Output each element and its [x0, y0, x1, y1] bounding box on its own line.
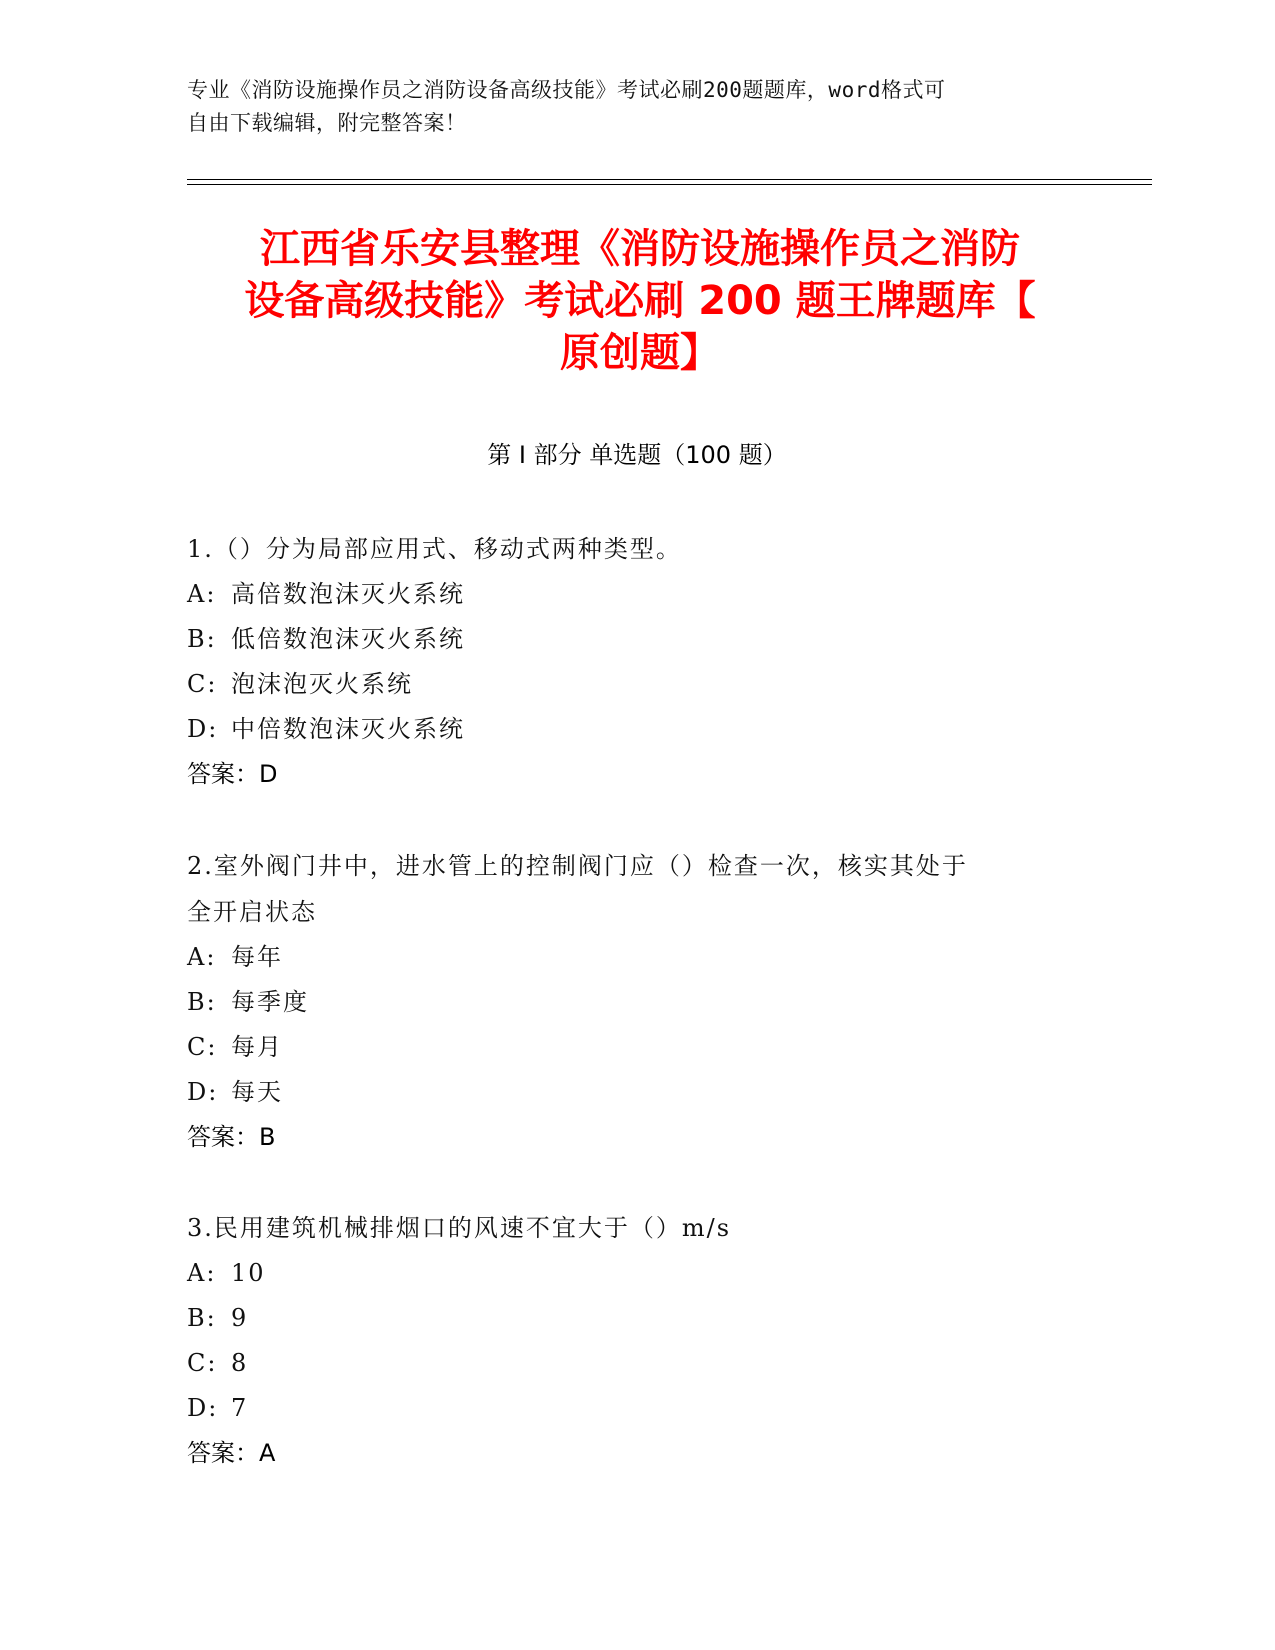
header-divider-top	[187, 179, 1152, 180]
option-key: C:	[187, 1033, 218, 1061]
option-d	[187, 707, 1087, 752]
option-d	[187, 1386, 1087, 1431]
option-key: B:	[187, 1304, 217, 1332]
option-a	[187, 1251, 1087, 1296]
option-text: 8	[231, 1349, 249, 1377]
option-text: 高倍数泡沫灭火系统	[231, 580, 465, 608]
question-text: 全开启状态	[187, 898, 317, 926]
document-title-line: 原创题】	[560, 330, 720, 376]
option-d	[187, 1070, 1087, 1115]
option-c	[187, 662, 1087, 707]
option-text: 10	[231, 1259, 266, 1287]
answer: 答案：B	[187, 1123, 276, 1151]
header-note	[187, 74, 1077, 140]
header-note-line: 自由下载编辑，附完整答案！	[187, 111, 467, 135]
header-note-line: 专业《消防设施操作员之消防设备高级技能》考试必刷200题题库，word格式可	[187, 78, 946, 102]
document-title	[190, 223, 1090, 379]
question-text: 3.民用建筑机械排烟口的风速不宜大于（）m/s	[187, 1214, 732, 1242]
option-key: A:	[187, 580, 217, 608]
document-title-line: 设备高级技能》考试必刷 200 题王牌题库【	[244, 278, 1036, 324]
option-key: B:	[187, 988, 217, 1016]
question-2	[187, 843, 1087, 1160]
option-c	[187, 1025, 1087, 1070]
option-key: A:	[187, 943, 217, 971]
option-text: 9	[231, 1304, 249, 1332]
option-b	[187, 1296, 1087, 1341]
option-text: 每天	[231, 1078, 283, 1106]
option-text: 每年	[231, 943, 283, 971]
option-b	[187, 980, 1087, 1025]
option-key: C:	[187, 1349, 218, 1377]
answer: 答案：D	[187, 760, 278, 788]
option-a	[187, 572, 1087, 617]
option-text: 每季度	[231, 988, 309, 1016]
option-key: D:	[187, 1394, 219, 1422]
section-title: 第 I 部分 单选题（100 题）	[487, 441, 787, 469]
answer: 答案：A	[187, 1439, 276, 1467]
question-1	[187, 526, 1087, 797]
question-3	[187, 1205, 1087, 1476]
option-key: D:	[187, 715, 219, 743]
option-key: B:	[187, 625, 217, 653]
option-c	[187, 1341, 1087, 1386]
header-divider-bottom	[187, 184, 1152, 185]
option-text: 7	[231, 1394, 249, 1422]
option-key: D:	[187, 1078, 219, 1106]
question-text: 2.室外阀门井中，进水管上的控制阀门应（）检查一次，核实其处于	[187, 852, 968, 880]
option-text: 中倍数泡沫灭火系统	[231, 715, 465, 743]
option-key: C:	[187, 670, 218, 698]
document-title-line: 江西省乐安县整理《消防设施操作员之消防	[260, 226, 1020, 272]
option-text: 低倍数泡沫灭火系统	[231, 625, 465, 653]
option-a	[187, 935, 1087, 980]
option-b	[187, 617, 1087, 662]
option-text: 每月	[231, 1033, 283, 1061]
option-text: 泡沫泡灭火系统	[231, 670, 413, 698]
question-text: 1.（）分为局部应用式、移动式两种类型。	[187, 535, 682, 563]
option-key: A:	[187, 1259, 217, 1287]
